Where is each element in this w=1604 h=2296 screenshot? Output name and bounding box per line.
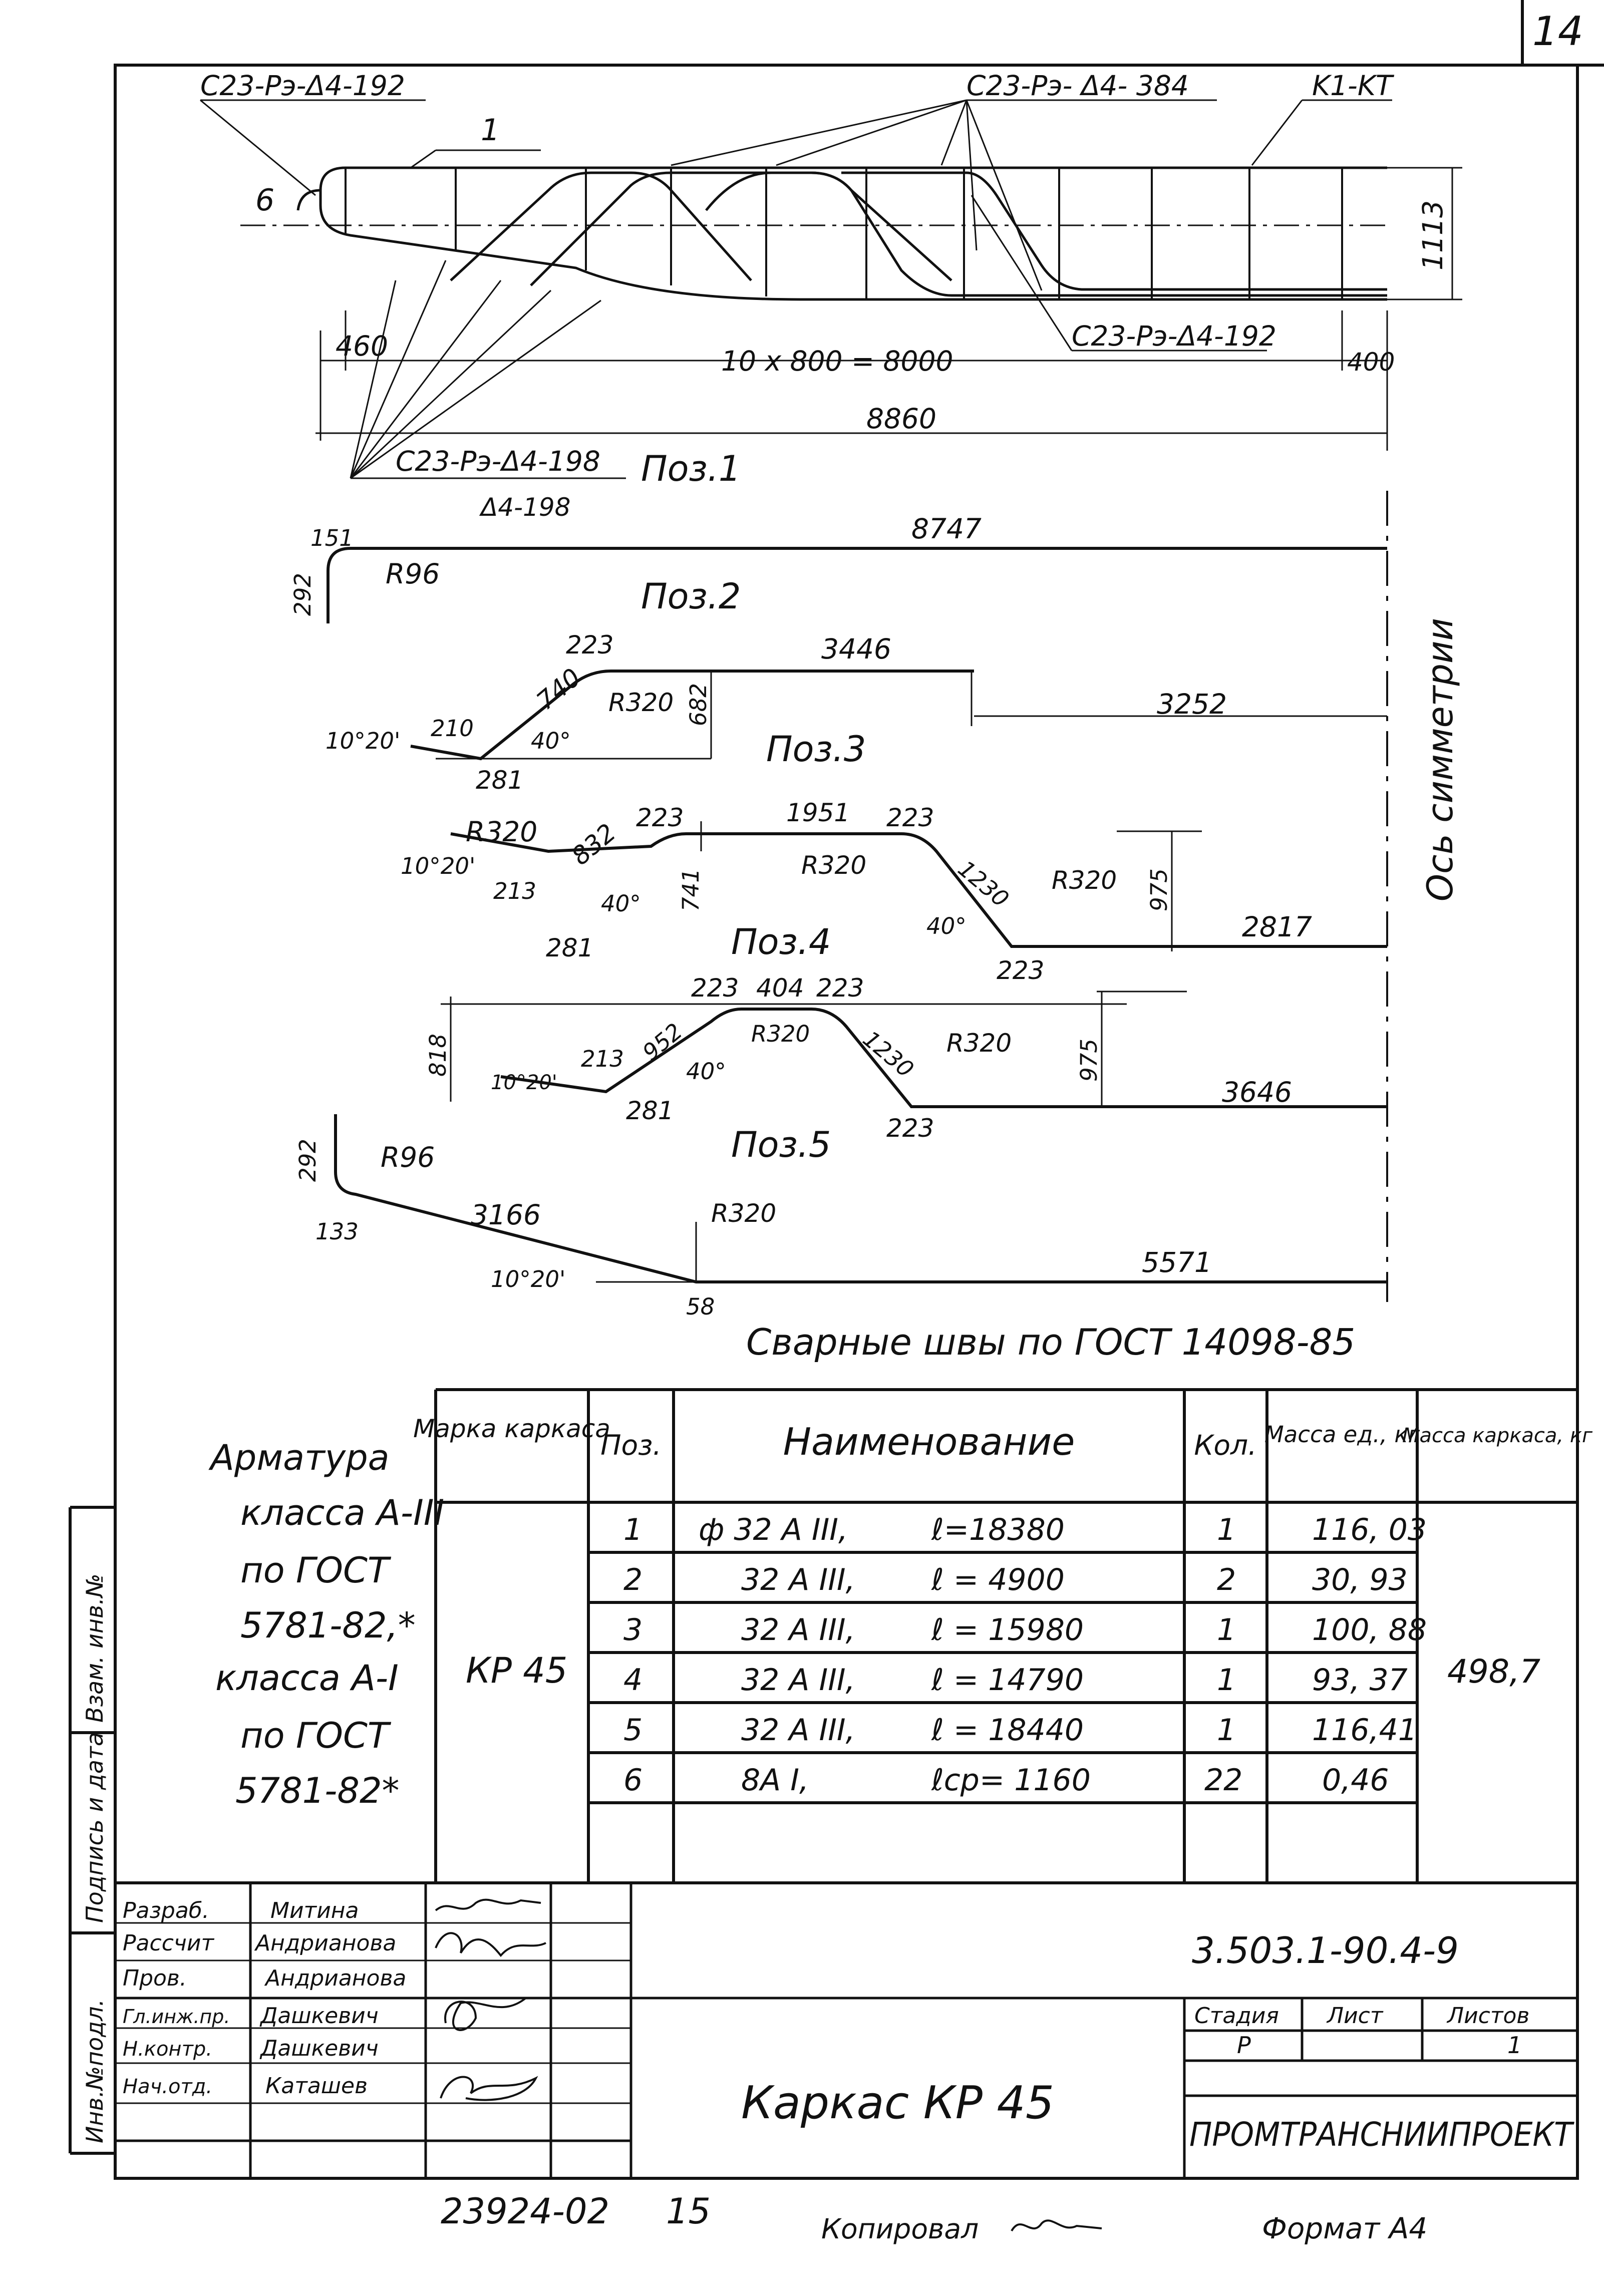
- name-nach-otd: Каташев: [265, 2073, 368, 2099]
- pos1-length: 8747: [911, 513, 982, 545]
- pos4-d223c: 223: [886, 1114, 934, 1143]
- pos4-d404: 404: [756, 973, 804, 1003]
- axis-of-symmetry-label: Ось симметрии: [1420, 618, 1461, 901]
- pos5-d3166: 3166: [471, 1199, 541, 1231]
- pos5-title: Поз.5: [731, 1124, 831, 1165]
- header-mass-unit: Масса ед., кг: [1264, 1421, 1420, 1448]
- svg-text:2: 2: [623, 1562, 643, 1597]
- pos3-r2: R320: [801, 851, 867, 880]
- pos1-d292: 292: [289, 573, 316, 616]
- pos3-a40b: 40°: [926, 913, 967, 939]
- svg-text:1: 1: [1217, 1612, 1236, 1648]
- sheets-label: Листов: [1447, 2003, 1530, 2029]
- pos5-d58: 58: [686, 1293, 715, 1320]
- pos4-d975: 975: [1076, 1039, 1102, 1082]
- stamp-vzam-inv: Взам. инв.№: [81, 1573, 108, 1723]
- stage-value: Р: [1237, 2032, 1251, 2059]
- svg-text:ℓ = 4900: ℓ = 4900: [931, 1562, 1065, 1597]
- pos3-d741: 741: [678, 868, 704, 911]
- header-mass-total: Масса каркаса, кг: [1402, 1424, 1593, 1447]
- svg-text:1: 1: [623, 1512, 643, 1547]
- svg-text:32 А III,: 32 А III,: [741, 1713, 855, 1748]
- total-length-dim: 8860: [866, 403, 936, 435]
- pos4-angle: 10°20': [491, 1071, 557, 1094]
- table-marka: КР 45: [466, 1650, 568, 1691]
- pos4-title: Поз.4: [731, 921, 831, 962]
- pos2-d3252: 3252: [1157, 688, 1227, 720]
- pos4-a40: 40°: [686, 1058, 726, 1085]
- stamp-inv-podl: Инв.№подл.: [81, 1999, 108, 2143]
- table-row: [623, 1763, 1389, 1798]
- pos3-r1: R320: [466, 816, 538, 848]
- material-note-line-2: класса А-III: [240, 1492, 445, 1533]
- pos2-a40: 40°: [531, 728, 571, 754]
- stamp-podpis-data: Подпись и дата: [81, 1732, 108, 1923]
- pos5-r: R320: [711, 1199, 777, 1228]
- pos1-d151: 151: [310, 525, 354, 551]
- footer-copied: Копировал: [821, 2213, 979, 2245]
- height-dim: 1113: [1417, 200, 1449, 270]
- pos3-d1951: 1951: [786, 798, 850, 827]
- svg-text:ℓ = 18440: ℓ = 18440: [931, 1713, 1084, 1748]
- svg-text:30, 93: 30, 93: [1312, 1562, 1408, 1597]
- svg-text:8А I,: 8А I,: [741, 1763, 809, 1798]
- signatures: [436, 1900, 546, 2100]
- pos5-d133: 133: [315, 1218, 359, 1245]
- weld-bottom-left-label-2: Δ4-198: [481, 493, 571, 522]
- pos-leader-label: 1: [481, 113, 500, 148]
- pos3-d281: 281: [546, 933, 594, 962]
- pos3-d223c: 223: [997, 956, 1045, 985]
- pos4-d3646: 3646: [1222, 1076, 1292, 1108]
- svg-text:1: 1: [1217, 1663, 1236, 1698]
- role-rasschit: Рассчит: [123, 1930, 214, 1956]
- table-row: [623, 1663, 1408, 1698]
- pos5-radius: R96: [381, 1141, 435, 1173]
- footer-inv: 23924-02: [441, 2191, 610, 2232]
- material-note-line-4: 5781-82,*: [240, 1605, 416, 1646]
- side-pos-label: 6: [255, 183, 275, 218]
- pos2-d223: 223: [566, 630, 614, 660]
- pos3-d975: 975: [1146, 868, 1172, 911]
- pos3-a40a: 40°: [601, 890, 641, 917]
- svg-text:22: 22: [1204, 1763, 1243, 1798]
- name-n-kontr: Дашкевич: [260, 2036, 379, 2061]
- pos4-d952: 952: [637, 1018, 688, 1066]
- header-qty: Кол.: [1194, 1429, 1257, 1461]
- pos3-d213: 213: [493, 878, 536, 904]
- pos3-d1230: 1230: [952, 855, 1014, 913]
- name-rasschit: Андрианова: [255, 1930, 397, 1956]
- pos3-r3: R320: [1052, 866, 1117, 895]
- svg-text:32 А III,: 32 А III,: [741, 1562, 855, 1597]
- header-pos: Поз.: [600, 1429, 662, 1461]
- table-total-mass: 498,7: [1447, 1653, 1541, 1691]
- svg-text:93, 37: 93, 37: [1312, 1663, 1408, 1698]
- name-prov: Андрианова: [265, 1965, 407, 1991]
- sheets-value: 1: [1507, 2032, 1522, 2059]
- pos2-angle: 10°20': [326, 728, 401, 754]
- table-row: [623, 1512, 1427, 1547]
- pos2-d682: 682: [685, 683, 712, 726]
- svg-text:4: 4: [623, 1663, 643, 1698]
- svg-text:116,41: 116,41: [1312, 1713, 1417, 1748]
- role-n-kontr: Н.контр.: [123, 2038, 212, 2061]
- svg-text:5: 5: [623, 1713, 643, 1748]
- svg-text:6: 6: [623, 1763, 643, 1798]
- svg-text:ф 32 А III,: ф 32 А III,: [699, 1512, 848, 1547]
- name-razrab: Митина: [270, 1898, 359, 1923]
- weld-top-mid-label: C23-Pэ- Δ4- 384: [967, 70, 1189, 102]
- weld-bottom-right-label: C23-Pэ-Δ4-192: [1072, 320, 1276, 352]
- item-title: Каркас КР 45: [741, 2077, 1055, 2129]
- pos2-d281: 281: [476, 766, 524, 795]
- pos4-r1: R320: [751, 1021, 810, 1047]
- svg-text:1: 1: [1217, 1512, 1236, 1547]
- pos2-d210: 210: [431, 715, 474, 742]
- left-offset-dim: 460: [336, 330, 388, 362]
- footer-format: Формат А4: [1262, 2211, 1428, 2245]
- pos1-title: Поз.1: [641, 448, 741, 489]
- org-name: ПРОМТРАНСНИИПРОЕКТ: [1189, 2115, 1575, 2154]
- pos4-d223b: 223: [816, 973, 864, 1003]
- weld-note: Сварные швы по ГОСТ 14098-85: [746, 1321, 1356, 1363]
- pos2-d740: 740: [531, 663, 586, 716]
- pos5-d5571: 5571: [1142, 1246, 1212, 1278]
- copier-signature: [1012, 2220, 1102, 2231]
- svg-text:32 А III,: 32 А III,: [741, 1612, 855, 1648]
- pos3-title: Поз.3: [766, 729, 866, 770]
- header-marka: Марка каркаса: [413, 1414, 610, 1443]
- table-row: [623, 1612, 1427, 1648]
- svg-text:100, 88: 100, 88: [1312, 1612, 1427, 1648]
- page-number: 14: [1532, 8, 1583, 55]
- pos3-d2817: 2817: [1242, 911, 1312, 943]
- pos2-d3446: 3446: [821, 633, 891, 665]
- table-row: [623, 1713, 1417, 1748]
- weld-top-right-label: K1-KT: [1312, 70, 1393, 102]
- role-prov: Пров.: [123, 1965, 187, 1991]
- svg-text:116, 03: 116, 03: [1312, 1512, 1427, 1547]
- pos4-d818: 818: [425, 1034, 451, 1077]
- pos4-d213: 213: [581, 1046, 624, 1072]
- pos4-r2: R320: [946, 1029, 1012, 1058]
- role-gl-inzh: Гл.инж.пр.: [123, 2006, 230, 2028]
- pos3-d832: 832: [566, 818, 621, 871]
- svg-text:2: 2: [1217, 1562, 1236, 1597]
- svg-text:ℓ=18380: ℓ=18380: [931, 1512, 1065, 1547]
- name-gl-inzh: Дашкевич: [260, 2003, 379, 2029]
- pos1-radius: R96: [386, 558, 440, 590]
- cage-elevation: [200, 100, 1462, 478]
- role-razrab: Разраб.: [123, 1898, 209, 1923]
- svg-text:ℓ = 14790: ℓ = 14790: [931, 1663, 1084, 1698]
- right-offset-dim: 400: [1347, 348, 1395, 377]
- header-name: Наименование: [783, 1420, 1075, 1464]
- svg-text:1: 1: [1217, 1713, 1236, 1748]
- footer-page: 15: [666, 2191, 711, 2232]
- pos5-d292: 292: [294, 1139, 321, 1182]
- svg-text:ℓ = 15980: ℓ = 15980: [931, 1612, 1084, 1648]
- svg-text:3: 3: [623, 1612, 643, 1648]
- pos3-angle: 10°20': [401, 853, 476, 879]
- spacing-dim: 10 x 800 = 8000: [721, 345, 953, 377]
- material-note-line-1: Арматура: [210, 1437, 390, 1478]
- pos5-angle: 10°20': [491, 1266, 566, 1292]
- material-note-line-7: 5781-82*: [235, 1770, 400, 1811]
- weld-bottom-left-label: C23-Pэ-Δ4-198: [396, 445, 600, 477]
- sheet-label: Лист: [1327, 2003, 1383, 2029]
- weld-top-left-label: C23-Pэ-Δ4-192: [200, 70, 405, 102]
- role-nach-otd: Нач.отд.: [123, 2075, 213, 2098]
- svg-text:0,46: 0,46: [1322, 1763, 1389, 1798]
- material-note-line-6: по ГОСТ: [240, 1715, 389, 1756]
- svg-text:32 А III,: 32 А III,: [741, 1663, 855, 1698]
- pos2-title: Поз.2: [641, 576, 741, 617]
- svg-text:ℓср= 1160: ℓср= 1160: [931, 1763, 1091, 1798]
- pos4-d223a: 223: [691, 973, 739, 1003]
- pos3-d223b: 223: [886, 803, 934, 832]
- stage-label: Стадия: [1194, 2003, 1279, 2029]
- pos2-r: R320: [608, 688, 674, 717]
- table-row: [623, 1562, 1408, 1597]
- doc-code: 3.503.1-90.4-9: [1192, 1929, 1459, 1972]
- pos4-d1230: 1230: [857, 1025, 919, 1083]
- material-note-line-5: класса А-I: [215, 1658, 399, 1699]
- pos4-d281: 281: [626, 1096, 674, 1125]
- material-note-line-3: по ГОСТ: [240, 1550, 389, 1591]
- pos3-d223a: 223: [636, 803, 684, 832]
